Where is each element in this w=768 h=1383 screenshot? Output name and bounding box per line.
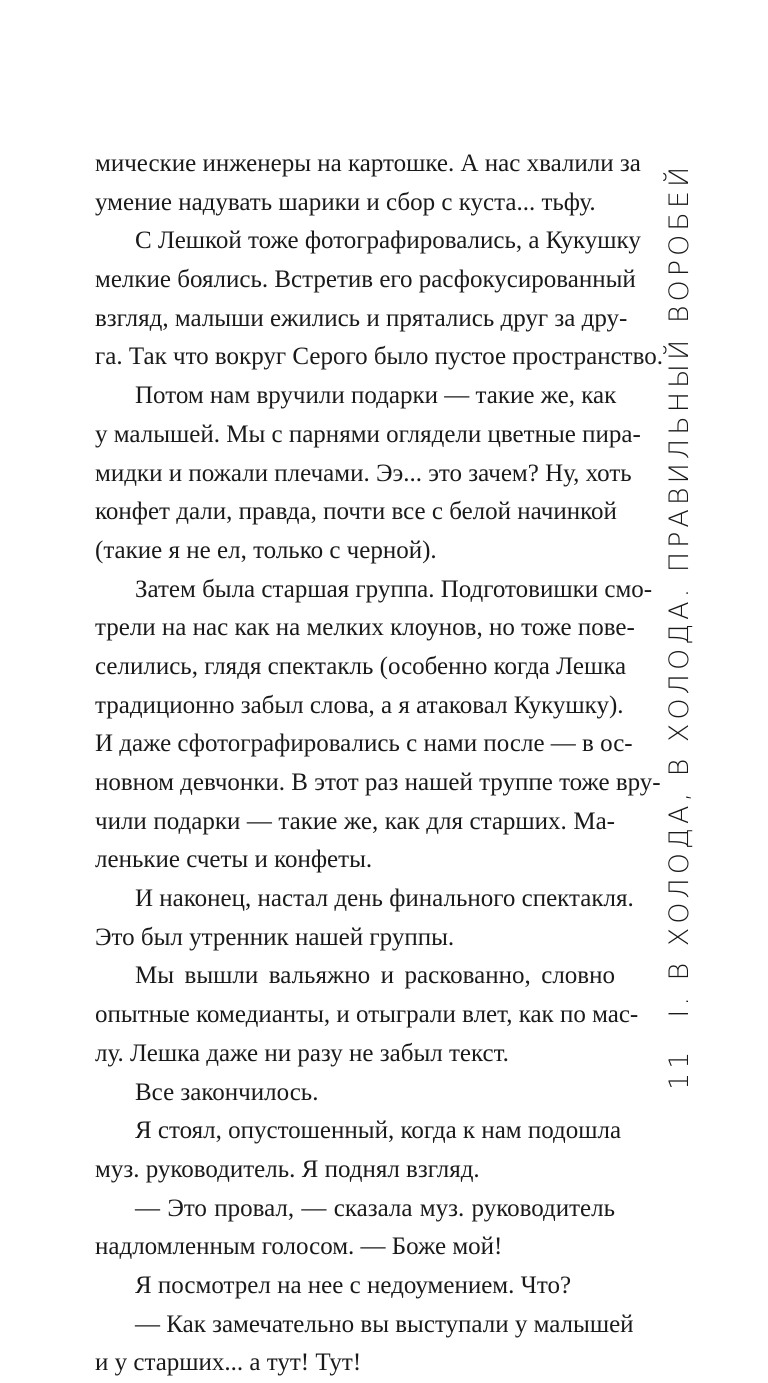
text-line: Потом нам вручили подарки — такие же, как — [135, 382, 617, 410]
text-line: надломленным голосом. — Боже мой! — [95, 1233, 503, 1261]
page-number: 11 — [664, 1047, 695, 1090]
running-head-title: I. В ХОЛОДА, В ХОЛОДА. ПРАВИЛЬНЫЙ ВОРОБЕЙ — [664, 162, 695, 1018]
text-line: Это был утренник нашей группы. — [95, 923, 455, 951]
text-line: у малышей. Мы с парнями оглядели цветные пира- — [95, 420, 641, 448]
text-line: взгляд, малыши ежились и прятались друг за дру- — [95, 304, 628, 332]
text-line: лу. Лешка даже ни разу не забыл текст. — [95, 1039, 509, 1067]
text-line: Я посмотрел на нее с недоумением. Что? — [135, 1271, 572, 1299]
text-line: Затем была старшая группа. Подготовишки смо- — [135, 575, 653, 603]
text-line: Я стоял, опустошенный, когда к нам подошла — [135, 1117, 622, 1145]
text-line: селились, глядя спектакль (особенно когда Лешка — [95, 652, 627, 680]
text-line: опытные комедианты, и отыграли влет, как по мас- — [95, 1001, 639, 1029]
text-line: мелкие боялись. Встретив его расфокусированный — [95, 266, 636, 294]
text-line: С Лешкой тоже фотографировались, а Кукушку — [135, 227, 641, 255]
text-line: мидки и пожали плечами. Ээ... это зачем? Ну, хоть — [95, 459, 632, 487]
text-line: И наконец, настал день финального спектакля. — [135, 885, 634, 913]
text-line: муз. руководитель. Я поднял взгляд. — [95, 1155, 480, 1183]
text-line: традиционно забыл слова, а я атаковал Кукушку). — [95, 691, 624, 719]
text-line: И даже сфотографировались с нами после — в ос- — [95, 730, 633, 758]
text-line: Все закончилось. — [135, 1078, 319, 1106]
text-line: мические инженеры на картошке. А нас хвалили за — [95, 150, 641, 177]
text-line: конфет дали, правда, почти все с белой начинкой — [95, 498, 617, 526]
text-line: — Это провал, — сказала муз. руководитель — [135, 1194, 615, 1222]
text-line: ленькие счеты и конфеты. — [95, 846, 373, 874]
text-line: (такие я не ел, только с черной). — [95, 536, 437, 564]
text-line: Мы вышли вальяжно и раскованно, словно — [135, 962, 615, 990]
text-line: га. Так что вокруг Серого было пустое пространство. — [95, 343, 663, 371]
text-line: трели на нас как на мелких клоунов, но тоже пове- — [95, 614, 635, 642]
text-line: новном девчонки. В этот раз нашей труппе тоже вру- — [95, 769, 661, 796]
text-line: чили подарки — такие же, как для старших. Ма- — [95, 807, 615, 835]
text-line: и у старших... а тут! Тут! — [95, 1349, 362, 1377]
text-line: умение надувать шарики и сбор с куста... тьфу. — [95, 188, 596, 216]
text-line: — Как замечательно вы выступали у малышей — [135, 1310, 634, 1338]
page-body-text — [95, 145, 663, 1383]
